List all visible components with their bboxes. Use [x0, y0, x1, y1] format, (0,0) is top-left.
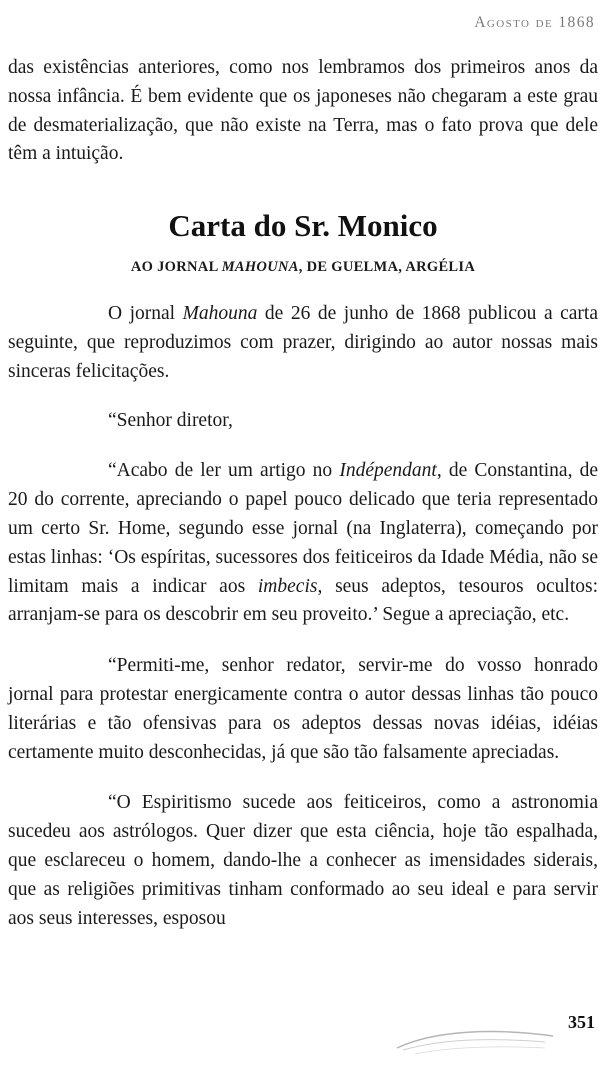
intro-paragraph — [8, 54, 598, 169]
paragraph-1-journal: Mahouna — [182, 303, 258, 325]
paragraph-3-italic: imbecis — [257, 575, 318, 597]
page-footer — [0, 1010, 603, 1070]
paragraph-5: “O Espiritismo sucede aos feiticeiros, como a astronomia sucedeu aos astrólogos. Quer dizer que esta ciência, hoje tão espalhada, que esclareceu o homem, dando-lhe a conhecer as imensidades siderais, que as religiões primitivas tinham conformado ao seu ideal e para servir aos seus interesses, esposou — [8, 792, 598, 929]
subtitle-journal: MAHOUNA — [221, 259, 299, 276]
paragraph-1 — [8, 300, 598, 386]
ornament-swoosh-icon — [395, 1018, 555, 1058]
page-number: 351 — [568, 1012, 595, 1032]
paragraph-1-text-a: O jornal — [108, 303, 183, 325]
paragraph-2: “Senhor diretor, — [108, 409, 233, 431]
paragraph-3-text-a: “Acabo de ler um artigo no — [108, 460, 340, 482]
paragraph-4: “Permiti-me, senhor redator, servir-me do vosso honrado jornal para protestar energicamente contra o autor dessas linhas tão pouco literárias e tão ofensivas para os adeptos dessas novas idéias, idéias certamente muito desconhecidas, já que são tão falsamente apreciadas. — [8, 655, 598, 763]
running-head: Agosto de 1868 — [474, 14, 595, 31]
article-title: Carta do Sr. Monico — [168, 208, 438, 244]
paragraph-3-text-c: , seus adeptos, tesouros ocultos: arranjam-se para os descobrir em seu proveito.’ Segue a apreciação, etc. — [8, 575, 598, 626]
subtitle-prefix: AO JORNAL — [130, 259, 222, 276]
article-subtitle — [8, 257, 598, 277]
paragraph-3-journal: Indépendant — [339, 460, 437, 482]
page-body — [8, 54, 598, 933]
intro-text: das existências anteriores, como nos lembramos dos primeiros anos da nossa infância. É bem evidente que os japoneses não chegaram a este grau de desmaterialização, que não existe na Terra, mas o fato prova que dele têm a intuição. — [8, 57, 598, 165]
paragraph-1-text-b: de 26 de junho de 1868 publicou a carta seguinte, que reproduzimos com prazer, dirigindo ao autor nossas mais sinceras felicitações. — [8, 303, 598, 382]
paragraph-3-text-b: , de Constantina, de 20 do corrente, apreciando o papel pouco delicado que teria representado um certo Sr. Home, segundo esse jornal (na Inglaterra), começando por estas linhas: ‘Os espíritas, sucessores dos feiticeiros da Idade Média, não se limitam mais a indicar aos — [8, 460, 599, 597]
paragraph-3 — [8, 457, 598, 630]
subtitle-suffix: , DE GUELMA, ARGÉLIA — [298, 259, 476, 276]
